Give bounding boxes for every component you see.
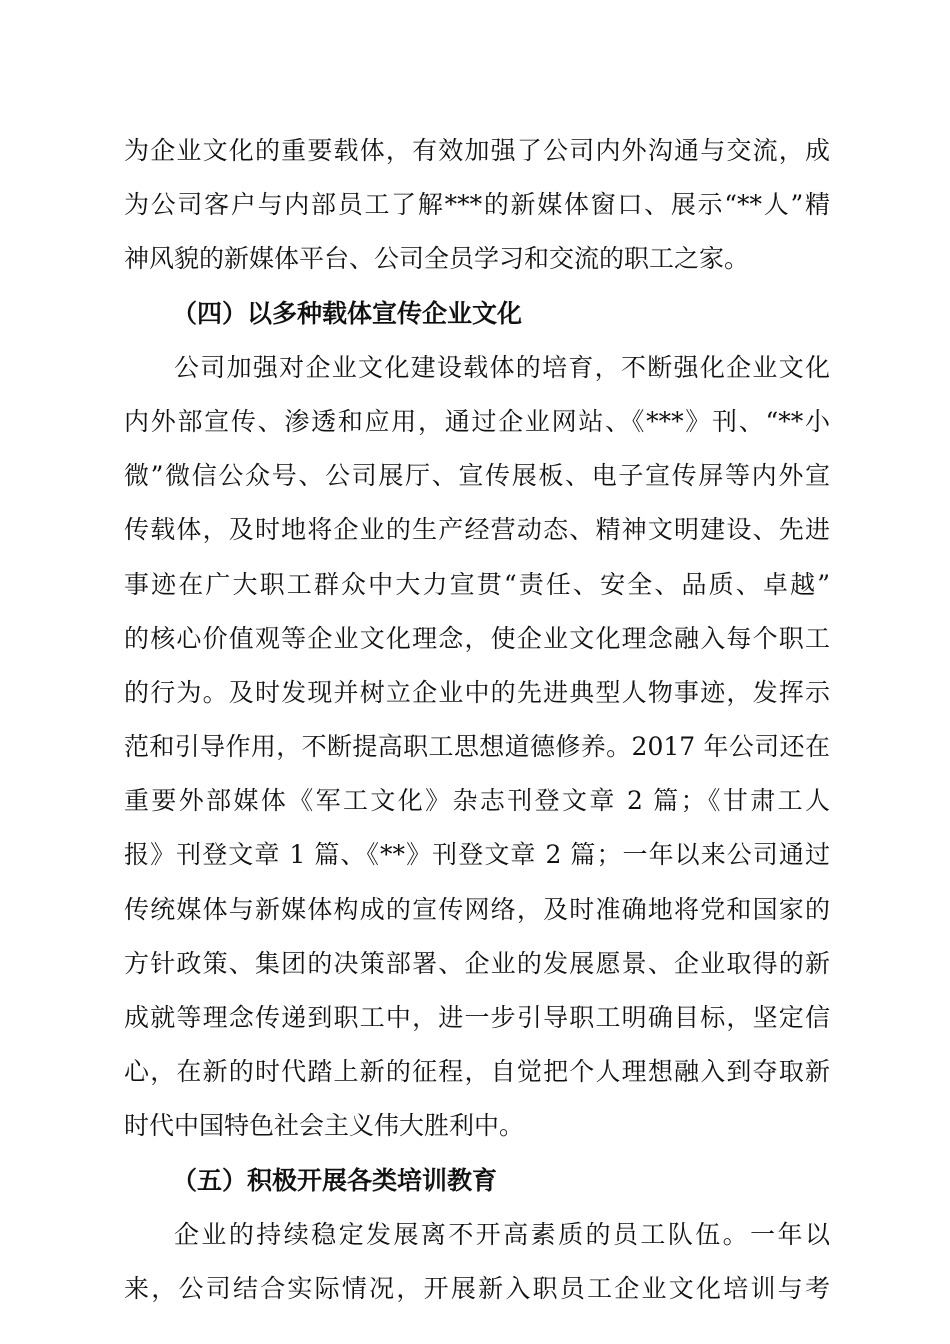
paragraph-line: 内外部宣传、渗透和应用，通过企业网站、《***》刊、“**小 <box>124 406 830 436</box>
paragraph-line: 范和引导作用，不断提高职工思想道德修养。2017 年公司还在 <box>124 732 830 762</box>
paragraph-line: 时代中国特色社会主义伟大胜利中。 <box>124 1111 525 1141</box>
paragraph-line: 传统媒体与新媒体构成的宣传网络，及时准确地将党和国家的 <box>124 894 830 924</box>
paragraph-line: 成就等理念传递到职工中，进一步引导职工明确目标，坚定信 <box>124 1003 830 1032</box>
paragraph-line: 企业的持续稳定发展离不开高素质的员工队伍。一年以 <box>174 1219 830 1249</box>
section-heading: （五）积极开展各类培训教育 <box>172 1165 498 1195</box>
paragraph-line: 事迹在广大职工群众中大力宣贯“责任、安全、品质、卓越” <box>124 569 830 599</box>
section-heading: （四）以多种载体宣传企业文化 <box>172 298 523 328</box>
paragraph-line: 为公司客户与内部员工了解***的新媒体窗口、展示“**人”精 <box>124 190 830 220</box>
paragraph-line: 传载体，及时地将企业的生产经营动态、精神文明建设、先进 <box>124 515 830 545</box>
paragraph-line: 报》刊登文章 1 篇、《**》刊登文章 2 篇；一年以来公司通过 <box>124 840 830 870</box>
document-body <box>124 124 830 1316</box>
paragraph-line: 的核心价值观等企业文化理念，使企业文化理念融入每个职工 <box>124 623 830 653</box>
paragraph-line: 的行为。及时发现并树立企业中的先进典型人物事迹，发挥示 <box>124 677 830 707</box>
paragraph-line: 心，在新的时代踏上新的征程，自觉把个人理想融入到夺取新 <box>124 1057 830 1087</box>
paragraph-line: 方针政策、集团的决策部署、企业的发展愿景、企业取得的新 <box>124 948 830 978</box>
paragraph-line: 为企业文化的重要载体，有效加强了公司内外沟通与交流，成 <box>124 136 830 165</box>
paragraph-line: 微”微信公众号、公司展厅、宣传展板、电子宣传屏等内外宣 <box>124 461 830 491</box>
paragraph-line: 公司加强对企业文化建设载体的培育，不断强化企业文化 <box>174 352 830 382</box>
paragraph-line: 神风貌的新媒体平台、公司全员学习和交流的职工之家。 <box>124 244 750 274</box>
paragraph-line: 来，公司结合实际情况，开展新入职员工企业文化培训与考 <box>124 1273 830 1303</box>
paragraph-line: 重要外部媒体《军工文化》杂志刊登文章 2 篇；《甘肃工人 <box>124 786 830 816</box>
